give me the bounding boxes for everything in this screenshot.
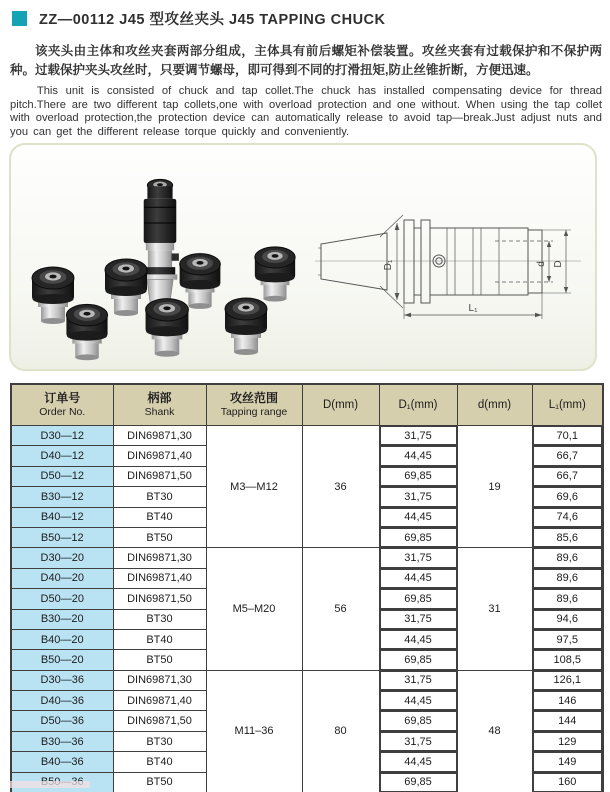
d1-cell: 69,85 — [379, 589, 457, 609]
order-no-cell: D30—12 — [11, 426, 113, 446]
intro-paragraph-english: This unit is consisted of chuck and tap collet.The chuck has installed compensating device for thread pitch.There are two different tap collets,one with overload protection and one without. When using the tap collet with overload protection,the protection device can automatically release to avoid tap—break.Just adjust nuts and you can get the different release torque quickly and conveniently. — [10, 85, 602, 138]
l1-cell: 94,6 — [532, 609, 603, 629]
l1-cell: 144 — [532, 711, 603, 731]
spec-table-section — [10, 383, 604, 792]
tapping-range-cell: M3—M12 — [206, 426, 302, 548]
order-no-cell: B40—36 — [11, 752, 113, 772]
l1-cell: 108,5 — [532, 650, 603, 670]
d-major-cell: 56 — [302, 548, 379, 670]
shank-cell: BT40 — [113, 752, 206, 772]
order-no-cell: D50—36 — [11, 711, 113, 731]
spec-table — [10, 383, 604, 792]
d-major-cell: 80 — [302, 670, 379, 792]
spec-table-body — [11, 426, 603, 792]
order-no-cell: B40—20 — [11, 629, 113, 649]
shank-cell: DIN69871,30 — [113, 670, 206, 690]
order-no-cell: D40—20 — [11, 568, 113, 588]
d1-cell: 31,75 — [379, 426, 457, 446]
shank-cell: BT50 — [113, 650, 206, 670]
l1-cell: 74,6 — [532, 507, 603, 527]
l1-cell: 69,6 — [532, 487, 603, 507]
d1-cell: 31,75 — [379, 670, 457, 690]
order-no-cell: B50—12 — [11, 527, 113, 547]
l1-cell: 89,6 — [532, 589, 603, 609]
table-row — [11, 426, 603, 446]
shank-cell: BT30 — [113, 487, 206, 507]
l1-cell: 160 — [532, 772, 603, 792]
table-row — [11, 670, 603, 690]
page-edge-artifact — [10, 781, 90, 788]
order-no-cell: D30—20 — [11, 548, 113, 568]
l1-cell: 129 — [532, 731, 603, 751]
d1-cell: 69,85 — [379, 466, 457, 486]
table-row — [11, 548, 603, 568]
order-no-cell: D50—20 — [11, 589, 113, 609]
d1-cell: 31,75 — [379, 548, 457, 568]
col-header-d-minor: d(mm) — [457, 384, 532, 426]
d1-cell: 31,75 — [379, 487, 457, 507]
col-header-d-major: D(mm) — [302, 384, 379, 426]
product-figure-panel — [9, 143, 597, 371]
tapping-range-cell: M11–36 — [206, 670, 302, 792]
tapping-range-cell: M5–M20 — [206, 548, 302, 670]
teal-square-icon — [12, 11, 27, 26]
col-header-shank: 柄部 Shank — [113, 384, 206, 426]
shank-cell: DIN69871,40 — [113, 446, 206, 466]
l1-cell: 89,6 — [532, 568, 603, 588]
d1-cell: 44,45 — [379, 752, 457, 772]
l1-cell: 149 — [532, 752, 603, 772]
d-minor-cell: 19 — [457, 426, 532, 548]
d-minor-cell: 31 — [457, 548, 532, 670]
d1-cell: 69,85 — [379, 650, 457, 670]
order-no-cell: B50—20 — [11, 650, 113, 670]
shank-cell: DIN69871,50 — [113, 466, 206, 486]
col-header-d1: D₁(mm) — [379, 384, 457, 426]
l1-cell: 70,1 — [532, 426, 603, 446]
l1-cell: 66,7 — [532, 446, 603, 466]
spec-table-head — [11, 384, 603, 426]
l1-cell: 85,6 — [532, 527, 603, 547]
d1-cell: 69,85 — [379, 772, 457, 792]
shank-cell: BT40 — [113, 629, 206, 649]
dim-label-d: d — [536, 261, 547, 267]
shank-cell: DIN69871,30 — [113, 548, 206, 568]
order-no-cell: B30—12 — [11, 487, 113, 507]
l1-cell: 146 — [532, 691, 603, 711]
shank-cell: BT50 — [113, 772, 206, 792]
shank-cell: DIN69871,50 — [113, 711, 206, 731]
order-no-cell: D30—36 — [11, 670, 113, 690]
shank-cell: BT30 — [113, 609, 206, 629]
d-major-cell: 36 — [302, 426, 379, 548]
technical-drawing — [313, 195, 585, 330]
page-header — [12, 8, 386, 29]
order-no-cell: D40—12 — [11, 446, 113, 466]
product-photo-illustration — [23, 161, 323, 366]
d1-cell: 44,45 — [379, 691, 457, 711]
l1-cell: 97,5 — [532, 629, 603, 649]
order-no-cell: B30—20 — [11, 609, 113, 629]
dim-label-D: D — [553, 260, 564, 268]
d1-cell: 69,85 — [379, 711, 457, 731]
d1-cell: 44,45 — [379, 446, 457, 466]
d1-cell: 44,45 — [379, 568, 457, 588]
d1-cell: 31,75 — [379, 609, 457, 629]
order-no-cell: D50—12 — [11, 466, 113, 486]
dim-label-d1: D₁ — [383, 259, 394, 271]
d-minor-cell: 48 — [457, 670, 532, 792]
shank-cell: DIN69871,50 — [113, 589, 206, 609]
order-no-cell: D40—36 — [11, 691, 113, 711]
l1-cell: 89,6 — [532, 548, 603, 568]
shank-cell: DIN69871,40 — [113, 691, 206, 711]
shank-cell: DIN69871,30 — [113, 426, 206, 446]
d1-cell: 44,45 — [379, 629, 457, 649]
dim-label-l1: L₁ — [468, 303, 478, 314]
shank-cell: BT30 — [113, 731, 206, 751]
col-header-order-no: 订单号 Order No. — [11, 384, 113, 426]
l1-cell: 66,7 — [532, 466, 603, 486]
col-header-tapping-range: 攻丝范围 Tapping range — [206, 384, 302, 426]
order-no-cell: B40—12 — [11, 507, 113, 527]
page-title: ZZ—00112 J45 型攻丝夹头 J45 TAPPING CHUCK — [39, 12, 386, 28]
shank-cell: BT50 — [113, 527, 206, 547]
d1-cell: 31,75 — [379, 731, 457, 751]
order-no-cell: B30—36 — [11, 731, 113, 751]
shank-cell: BT40 — [113, 507, 206, 527]
col-header-l1: L₁(mm) — [532, 384, 603, 426]
l1-cell: 126,1 — [532, 670, 603, 690]
intro-paragraph-chinese: 该夹头由主体和攻丝夹套两部分组成，主体具有前后螺矩补偿装置。攻丝夹套有过载保护和不保护两种。过载保护夹头攻丝时，只要调节螺母，即可得到不同的打滑扭矩,防止丝锥折断，方便迅速。 — [10, 43, 602, 77]
shank-cell: DIN69871,40 — [113, 568, 206, 588]
d1-cell: 69,85 — [379, 527, 457, 547]
d1-cell: 44,45 — [379, 507, 457, 527]
